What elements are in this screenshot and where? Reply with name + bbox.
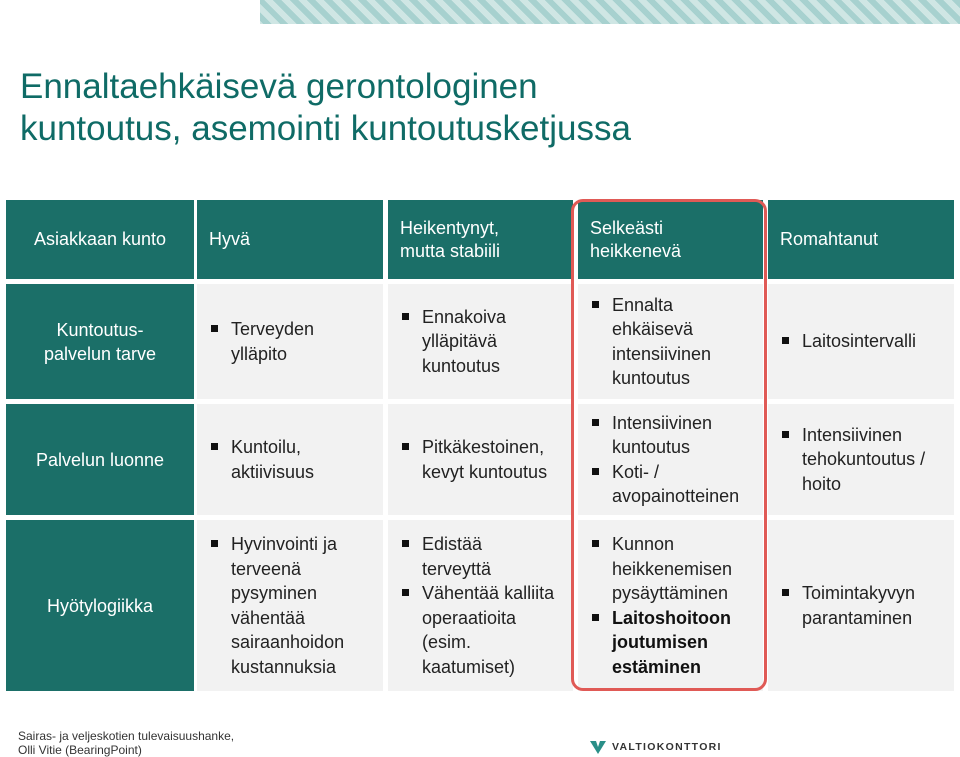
- header-label-cell: [6, 200, 194, 279]
- column-header-text: Romahtanut: [780, 229, 879, 249]
- bullet-list: [211, 317, 314, 366]
- valtiokonttori-logo: [590, 737, 722, 757]
- bullet-list: [402, 305, 506, 379]
- column-header-1: [197, 200, 383, 279]
- bullet-item: Laitoshoitoon joutumisen estäminen: [592, 606, 732, 680]
- row-label-3: [6, 520, 194, 691]
- bullet-list: [782, 423, 925, 497]
- footer-line-2: Olli Vitie (BearingPoint): [18, 743, 142, 757]
- bullet-list: [782, 581, 915, 630]
- column-header-text: Hyvä: [209, 229, 251, 249]
- table-cell-r2-c4: [768, 404, 954, 515]
- title-line-1: Ennaltaehkäisevä gerontologinen: [20, 67, 538, 106]
- table-cell-r1-c1: [197, 284, 383, 399]
- bullet-item: Kuntoilu, aktiivisuus: [211, 435, 314, 484]
- bullet-item: Koti- / avopainotteinen: [592, 460, 739, 509]
- header-label-text: Asiakkaan kunto: [33, 229, 167, 249]
- valtiokonttori-logo-icon: [590, 739, 606, 755]
- bullet-item: Laitosintervalli: [782, 329, 916, 354]
- bullet-item: Vähentää kalliita operaatioita (esim. kaatumiset): [402, 581, 554, 679]
- row-label-1: [6, 284, 194, 399]
- bullet-list: [592, 411, 739, 509]
- table-cell-r2-c2: [388, 404, 573, 515]
- column-header-4: [768, 200, 954, 279]
- table-cell-r1-c4: [768, 284, 954, 399]
- column-header-2: [388, 200, 573, 279]
- page-title: [20, 66, 920, 150]
- bullet-item: Terveyden ylläpito: [211, 317, 314, 366]
- row-label-text: Palvelun luonne: [35, 449, 165, 470]
- bullet-list: [592, 532, 732, 679]
- table-cell-r2-c3: [578, 404, 763, 515]
- table-cell-r3-c4: [768, 520, 954, 691]
- bullet-item: Hyvinvointi ja terveenä pysyminen vähentää sairaanhoidon kustannuksia: [211, 532, 344, 679]
- column-header-3: [578, 200, 763, 279]
- bullet-item: Toimintakyvyn parantaminen: [782, 581, 915, 630]
- bullet-list: [402, 435, 547, 484]
- bullet-list: [402, 532, 554, 679]
- row-label-2: [6, 404, 194, 515]
- table-cell-r1-c2: [388, 284, 573, 399]
- footer-credit: [18, 729, 234, 757]
- table-cell-r3-c1: [197, 520, 383, 691]
- footer-line-1: Sairas- ja veljeskotien tulevaisuushanke,: [18, 729, 235, 743]
- title-line-2: kuntoutus, asemointi kuntoutusketjussa: [20, 109, 631, 148]
- bullet-item: Ennakoiva ylläpitävä kuntoutus: [402, 305, 506, 379]
- table-cell-r1-c3: [578, 284, 763, 399]
- bullet-list: [211, 532, 344, 679]
- bullet-item: Intensiivinen tehokuntoutus / hoito: [782, 423, 925, 497]
- bullet-item: Pitkäkestoinen, kevyt kuntoutus: [402, 435, 547, 484]
- row-label-text: Hyötylogiikka: [46, 595, 154, 616]
- table-cell-r2-c1: [197, 404, 383, 515]
- bullet-list: [782, 329, 916, 354]
- bullet-list: [211, 435, 314, 484]
- bullet-item: Ennalta ehkäisevä intensiivinen kuntoutus: [592, 293, 711, 391]
- top-band-gap: [0, 0, 260, 24]
- bullet-item: Kunnon heikkenemisen pysäyttäminen: [592, 532, 732, 606]
- column-header-text: Heikentynyt, mutta stabiili: [400, 217, 501, 261]
- column-header-text: Selkeästi heikkenevä: [590, 217, 682, 261]
- bullet-item: Edistää terveyttä: [402, 532, 554, 581]
- table-cell-r3-c2: [388, 520, 573, 691]
- bullet-item: Intensiivinen kuntoutus: [592, 411, 739, 460]
- logo-text: VALTIOKONTTORI: [612, 741, 722, 753]
- bullet-list: [592, 293, 711, 391]
- row-label-text: Kuntoutus- palvelun tarve: [43, 319, 157, 364]
- table-cell-r3-c3: [578, 520, 763, 691]
